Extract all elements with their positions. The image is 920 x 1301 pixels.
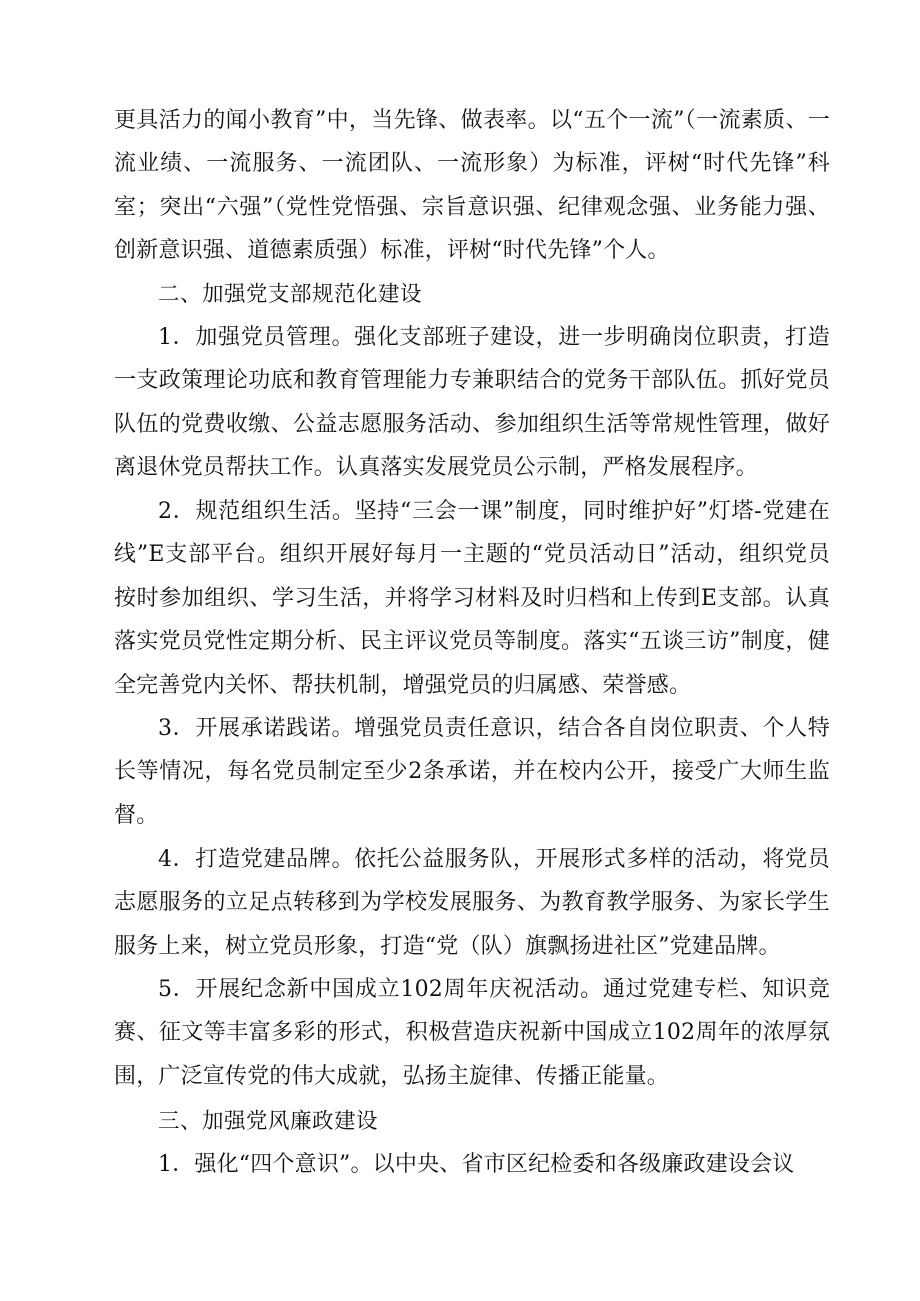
section-heading-2: 二、加强党支部规范化建设 — [158, 282, 423, 307]
paragraph-continuation: 更具活力的闻小教育”中，当先锋、做表率。以“五个一流”（一流素质、一流业绩、一流服务、一流团队、一流形象）为标准，评树“时代先锋”科室；突出“六强”（党性党悟强、宗旨意识强、纪律观念强、业务能力强、创新意识强、道德素质强）标准，评树“时代先锋”个人。 — [114, 108, 830, 264]
paragraph-commitment: 3．开展承诺践诺。增强党员责任意识，结合各自岗位职责、个人特长等情况，每名党员制定至少2条承诺，并在校内公开，接受广大师生监督。 — [114, 716, 830, 828]
paragraph-organization-life: 2．规范组织生活。坚持“三会一课”制度，同时维护好”灯塔-党建在线”E支部平台。组织开展好每月一主题的“党员活动日”活动，组织党员按时参加组织、学习生活，并将学习材料及时归档和上传到E支部。认真落实党员党性定期分析、民主评议党员等制度。落实“五谈三访”制度，健全完善党内关怀、帮扶机制，增强党员的归属感、荣誉感。 — [114, 499, 830, 698]
paragraph-party-brand: 4．打造党建品牌。依托公益服务队，开展形式多样的活动，将党员志愿服务的立足点转移到为学校发展服务、为教育教学服务、为家长学生服务上来，树立党员形象，打造“党（队）旗飘扬进社区”党建品牌。 — [114, 847, 830, 959]
paragraph-party-member-management: 1．加强党员管理。强化支部班子建设，进一步明确岗位职责，打造一支政策理论功底和教育管理能力专兼职结合的党务干部队伍。抓好党员队伍的党费收缴、公益志愿服务活动、参加组织生活等常规性管理，做好离退休党员帮扶工作。认真落实发展党员公示制，严格发展程序。 — [114, 325, 830, 481]
section-heading-3: 三、加强党风廉政建设 — [158, 1109, 379, 1134]
paragraph-four-consciousness: 1．强化“四个意识”。以中央、省市区纪检委和各级廉政建设会议 — [158, 1152, 795, 1177]
paragraph-anniversary-celebration: 5．开展纪念新中国成立102周年庆祝活动。通过党建专栏、知识竞赛、征文等丰富多彩的形式，积极营造庆祝新中国成立102周年的浓厚氛围，广泛宣传党的伟大成就，弘扬主旋律、传播正能量。 — [114, 977, 830, 1089]
